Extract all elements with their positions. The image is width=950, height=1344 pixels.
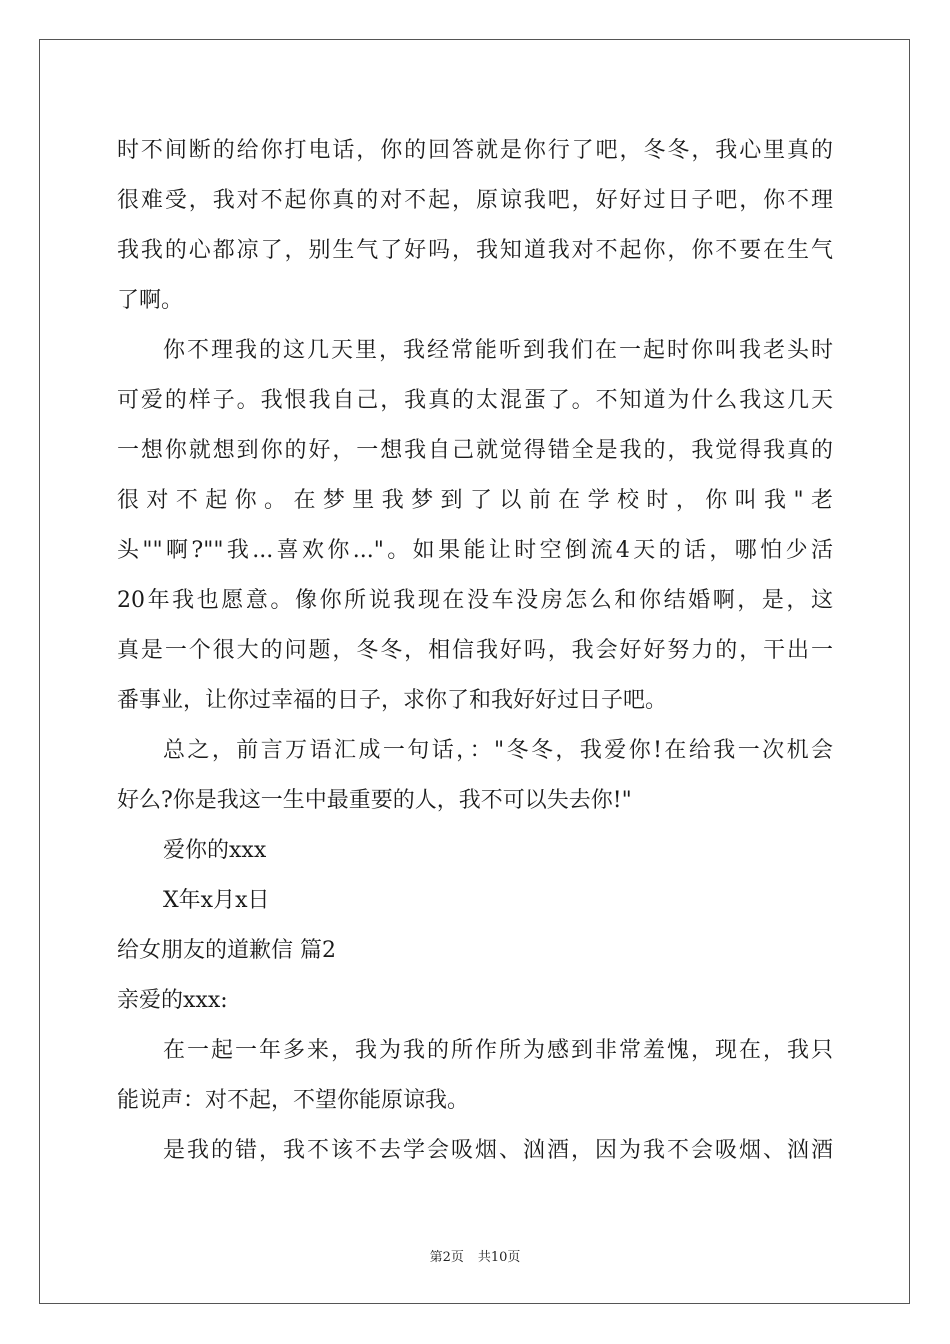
text-line: 真是一个很大的问题，冬冬，相信我好吗，我会好好努力的，干出一: [117, 638, 833, 663]
text-line: 了啊。: [117, 288, 184, 313]
text-line: X年x月x日: [163, 888, 270, 913]
text-line: 亲爱的xxx:: [117, 988, 228, 1013]
text-line: 是我的错，我不该不去学会吸烟、汹酒，因为我不会吸烟、汹酒: [163, 1138, 833, 1163]
text-line: 一想你就想到你的好，一想我自己就觉得错全是我的，我觉得我真的: [117, 438, 833, 463]
text-line: 好么?你是我这一生中最重要的人，我不可以失去你!": [117, 788, 632, 813]
text-line: 总之，前言万语汇成一句话，："冬冬，我爱你!在给我一次机会: [163, 738, 833, 763]
text-line: 番事业，让你过幸福的日子，求你了和我好好过日子吧。: [117, 688, 668, 713]
document-body: [117, 126, 833, 1176]
text-line: 20年我也愿意。像你所说我现在没车没房怎么和你结婚啊，是，这: [117, 588, 833, 613]
text-line: 时不间断的给你打电话，你的回答就是你行了吧，冬冬，我心里真的: [117, 138, 833, 163]
text-line: 很难受，我对不起你真的对不起，原谅我吧，好好过日子吧，你不理: [117, 188, 833, 213]
page-number: 第2页: [429, 1250, 464, 1265]
text-line: 给女朋友的道歉信 篇2: [117, 938, 336, 963]
page-total: 共10页: [477, 1250, 521, 1265]
text-line: 头""啊?""我...喜欢你..."。如果能让时空倒流4天的话，哪怕少活: [117, 538, 833, 563]
text-line: 我我的心都凉了，别生气了好吗，我知道我对不起你，你不要在生气: [117, 238, 833, 263]
text-line: 在一起一年多来，我为我的所作所为感到非常羞愧，现在，我只: [163, 1038, 833, 1063]
text-line: 很对不起你。在梦里我梦到了以前在学校时，你叫我"老: [117, 488, 833, 513]
text-line: 可爱的样子。我恨我自己，我真的太混蛋了。不知道为什么我这几天: [117, 388, 833, 413]
text-line: 你不理我的这几天里，我经常能听到我们在一起时你叫我老头时: [163, 338, 833, 363]
text-line: 能说声：对不起，不望你能原谅我。: [117, 1088, 470, 1113]
page-footer: [0, 1246, 950, 1265]
text-line: 爱你的xxx: [163, 838, 267, 863]
